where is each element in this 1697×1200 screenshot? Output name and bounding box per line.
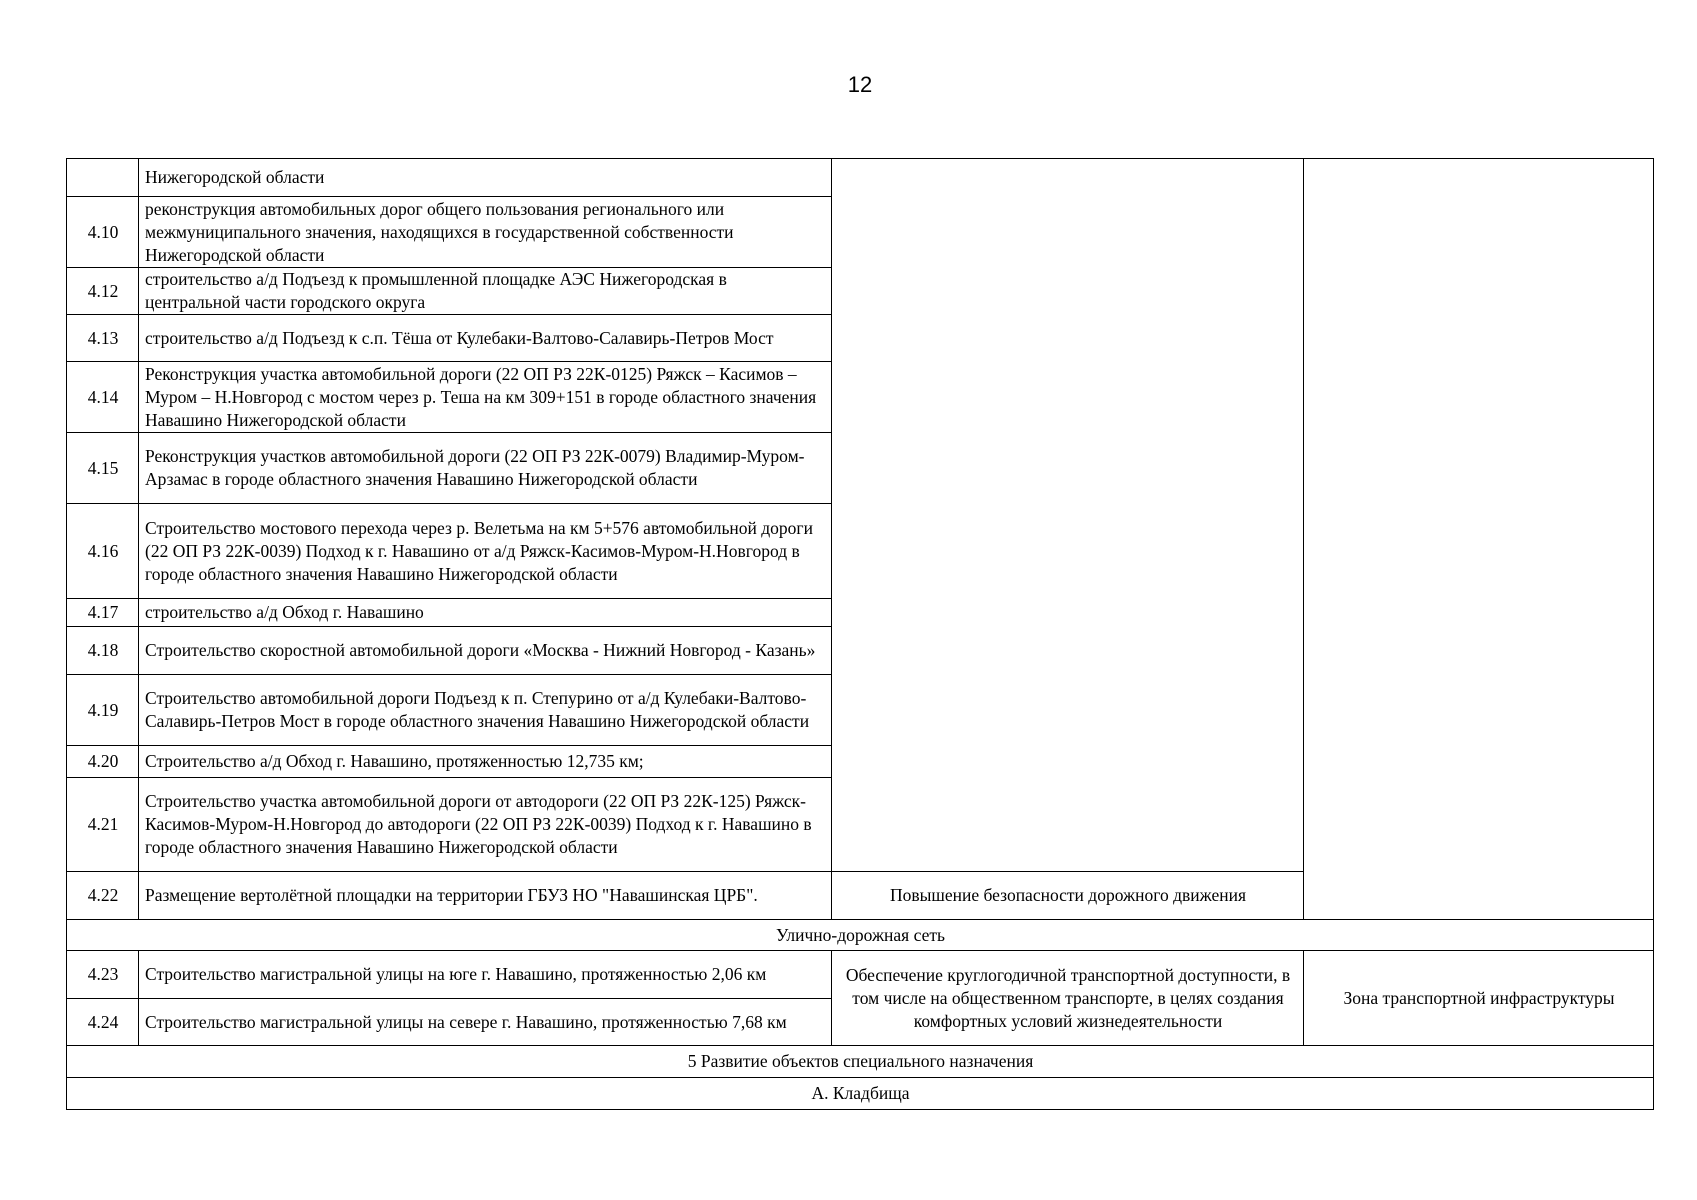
row-number (67, 159, 139, 197)
section-row (67, 920, 1654, 951)
row-number: 4.12 (67, 268, 139, 315)
page-number: 12 (847, 72, 873, 97)
purpose-cell-empty (832, 159, 1304, 872)
row-description: Строительство мостового перехода через р. Велетьма на км 5+576 автомобильной дороги (22 ОП РЗ 22К-0039) Подход к г. Навашино от а/д Ряжск-Касимов-Муром-Н.Новгород в городе областного значения Навашино Нижегородской области (139, 504, 832, 599)
row-description: реконструкция автомобильных дорог общего пользования регионального или межмуниципального значения, находящихся в государственной собственности Нижегородской области (139, 197, 832, 268)
row-description: строительство а/д Подъезд к промышленной площадке АЭС Нижегородская в центральной части городского округа (139, 268, 832, 315)
table-row (67, 951, 1654, 999)
row-description: Строительство скоростной автомобильной дороги «Москва - Нижний Новгород - Казань» (139, 627, 832, 675)
table-row (67, 159, 1654, 197)
row-number: 4.17 (67, 599, 139, 627)
row-description: Реконструкция участка автомобильной дороги (22 ОП РЗ 22К-0125) Ряжск – Касимов – Муром – Н.Новгород с мостом через р. Теша на км 309+151 в городе областного значения Навашино Нижегородской области (139, 362, 832, 433)
row-description: Строительство а/д Обход г. Навашино, протяженностью 12,735 км; (139, 746, 832, 778)
row-number: 4.10 (67, 197, 139, 268)
row-description: Строительство автомобильной дороги Подъезд к п. Степурино от а/д Кулебаки-Валтово-Салавирь-Петров Мост в городе областного значения Навашино Нижегородской области (139, 675, 832, 746)
row-description: Нижегородской области (139, 159, 832, 197)
row-description: Строительство участка автомобильной дороги от автодороги (22 ОП РЗ 22К-125) Ряжск-Касимов-Муром-Н.Новгород до автодороги (22 ОП РЗ 22К-0039) Подход к г. Навашино в городе областного значения Навашино Нижегородской области (139, 778, 832, 872)
section-heading-special-objects: 5 Развитие объектов специального назначения (67, 1046, 1654, 1078)
row-number: 4.15 (67, 433, 139, 504)
row-number: 4.23 (67, 951, 139, 999)
row-number: 4.13 (67, 315, 139, 362)
row-description: Размещение вертолётной площадки на территории ГБУЗ НО "Навашинская ЦРБ". (139, 872, 832, 920)
row-number: 4.24 (67, 999, 139, 1046)
row-number: 4.20 (67, 746, 139, 778)
row-number: 4.19 (67, 675, 139, 746)
row-number: 4.18 (67, 627, 139, 675)
purpose-cell: Обеспечение круглогодичной транспортной доступности, в том числе на общественном транспорте, в целях создания комфортных условий жизнедеятельности (832, 951, 1304, 1046)
zone-cell-empty (1304, 159, 1654, 920)
row-number: 4.16 (67, 504, 139, 599)
row-number: 4.14 (67, 362, 139, 433)
section-row (67, 1078, 1654, 1110)
section-heading-cemeteries: А. Кладбища (67, 1078, 1654, 1110)
objects-table (66, 158, 1654, 1110)
row-number: 4.21 (67, 778, 139, 872)
purpose-cell: Повышение безопасности дорожного движения (832, 872, 1304, 920)
row-description: Реконструкция участков автомобильной дороги (22 ОП РЗ 22К-0079) Владимир-Муром-Арзамас в городе областного значения Навашино Нижегородской области (139, 433, 832, 504)
row-description: строительство а/д Обход г. Навашино (139, 599, 832, 627)
row-description: Строительство магистральной улицы на севере г. Навашино, протяженностью 7,68 км (139, 999, 832, 1046)
zone-cell: Зона транспортной инфраструктуры (1304, 951, 1654, 1046)
row-number: 4.22 (67, 872, 139, 920)
section-row (67, 1046, 1654, 1078)
section-heading-street-network: Улично-дорожная сеть (67, 920, 1654, 951)
row-description: Строительство магистральной улицы на юге г. Навашино, протяженностью 2,06 км (139, 951, 832, 999)
row-description: строительство а/д Подъезд к с.п. Тёша от Кулебаки-Валтово-Салавирь-Петров Мост (139, 315, 832, 362)
